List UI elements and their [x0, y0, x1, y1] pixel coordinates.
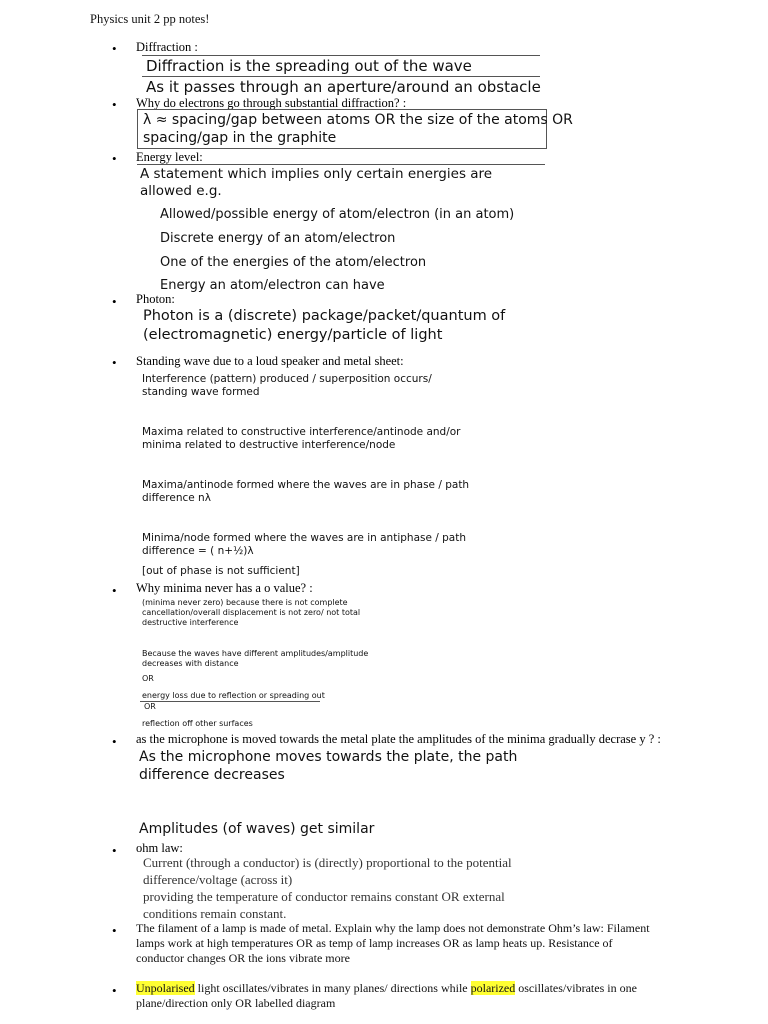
photon-line: Photon is a (discrete) package/packet/quantum of: [143, 308, 506, 324]
bullet-dot: •: [112, 583, 117, 598]
microphone-heading: as the microphone is moved towards the metal plate the amplitudes of the minima gradually decrase y ? :: [136, 732, 661, 746]
energy-level-example: Energy an atom/electron can have: [160, 278, 385, 292]
energy-level-example: Discrete energy of an atom/electron: [160, 231, 396, 246]
diffraction-heading: Diffraction :: [136, 40, 198, 54]
bullet-dot: •: [112, 151, 117, 166]
divider: [142, 76, 540, 77]
energy-level-example: One of the energies of the atom/electron: [160, 255, 427, 270]
divider: [142, 55, 540, 56]
microphone-line: Amplitudes (of waves) get similar: [139, 821, 375, 837]
polarised-line: plane/direction only OR labelled diagram: [136, 996, 336, 1010]
minima-text: OR: [144, 702, 156, 711]
bullet-dot: •: [112, 355, 117, 370]
polarised-text: oscillates/vibrates in one: [515, 981, 637, 995]
bullet-dot: •: [112, 294, 117, 309]
bullet-dot: •: [112, 843, 117, 858]
minima-text: OR: [142, 674, 154, 683]
highlight-unpolarised: Unpolarised: [136, 981, 195, 995]
diffraction-line: Diffraction is the spreading out of the wave: [146, 57, 472, 75]
polarised-line: [136, 981, 637, 996]
electrons-line: spacing/gap in the graphite: [143, 130, 337, 146]
energy-level-intro: A statement which implies only certain energies are: [140, 166, 493, 182]
minima-text: destructive interference: [142, 618, 239, 627]
minima-text: Because the waves have different amplitudes/amplitude: [142, 649, 369, 658]
ohm-line: difference/voltage (across it): [143, 872, 293, 887]
standing-wave-heading: Standing wave due to a loud speaker and metal sheet:: [136, 354, 404, 368]
minima-text: cancellation/overall displacement is not zero/ not total: [142, 608, 361, 617]
standing-wave-text: [out of phase is not sufficient]: [142, 565, 300, 577]
energy-level-example: Allowed/possible energy of atom/electron (in an atom): [160, 207, 515, 222]
minima-text: (minima never zero) because there is not complete: [142, 598, 348, 607]
divider: [140, 701, 320, 702]
microphone-line: difference decreases: [139, 767, 285, 783]
bullet-dot: •: [112, 923, 117, 938]
ohm-line: Current (through a conductor) is (directly) proportional to the potential: [143, 855, 512, 870]
standing-wave-text: difference nλ: [142, 492, 211, 504]
polarised-text: light oscillates/vibrates in many planes/ directions while: [194, 981, 471, 995]
photon-heading: Photon:: [136, 292, 175, 306]
ohm-line: conditions remain constant.: [143, 906, 287, 921]
minima-text: reflection off other surfaces: [142, 719, 253, 728]
bullet-dot: •: [112, 97, 117, 112]
photon-line: (electromagnetic) energy/particle of light: [143, 327, 443, 343]
standing-wave-text: Maxima related to constructive interference/antinode and/or: [142, 426, 461, 438]
divider: [137, 164, 545, 165]
electrons-line: λ ≈ spacing/gap between atoms OR the size of the atoms OR: [143, 112, 573, 128]
standing-wave-text: standing wave formed: [142, 386, 260, 398]
microphone-line: As the microphone moves towards the plate, the path: [139, 749, 518, 765]
filament-line: lamps work at high temperatures OR as temp of lamp increases OR as lamp heats up. Resistance of: [136, 936, 613, 950]
bullet-dot: •: [112, 41, 117, 56]
energy-level-intro: allowed e.g.: [140, 183, 222, 199]
standing-wave-text: Maxima/antinode formed where the waves are in phase / path: [142, 479, 470, 491]
highlight-polarized: polarized: [470, 981, 516, 995]
minima-text: decreases with distance: [142, 659, 239, 668]
filament-line: conductor changes OR the ions vibrate more: [136, 951, 350, 965]
standing-wave-text: minima related to destructive interference/node: [142, 439, 396, 451]
bullet-dot: •: [112, 734, 117, 749]
page-title: Physics unit 2 pp notes!: [90, 12, 210, 26]
electrons-heading: Why do electrons go through substantial diffraction? :: [136, 96, 407, 110]
energy-level-heading: Energy level:: [136, 150, 203, 164]
minima-text: energy loss due to reflection or spreading out: [142, 691, 325, 700]
bullet-dot: •: [112, 983, 117, 998]
standing-wave-text: difference = ( n+½)λ: [142, 545, 254, 557]
standing-wave-text: Interference (pattern) produced / superposition occurs/: [142, 373, 432, 385]
ohm-line: providing the temperature of conductor remains constant OR external: [143, 889, 505, 904]
minima-heading: Why minima never has a o value? :: [136, 581, 313, 595]
ohm-heading: ohm law:: [136, 841, 183, 855]
standing-wave-text: Minima/node formed where the waves are in antiphase / path: [142, 532, 467, 544]
diffraction-line: As it passes through an aperture/around an obstacle: [146, 78, 541, 96]
filament-line: The filament of a lamp is made of metal. Explain why the lamp does not demonstrate Ohm’s law: Filament: [136, 921, 650, 935]
